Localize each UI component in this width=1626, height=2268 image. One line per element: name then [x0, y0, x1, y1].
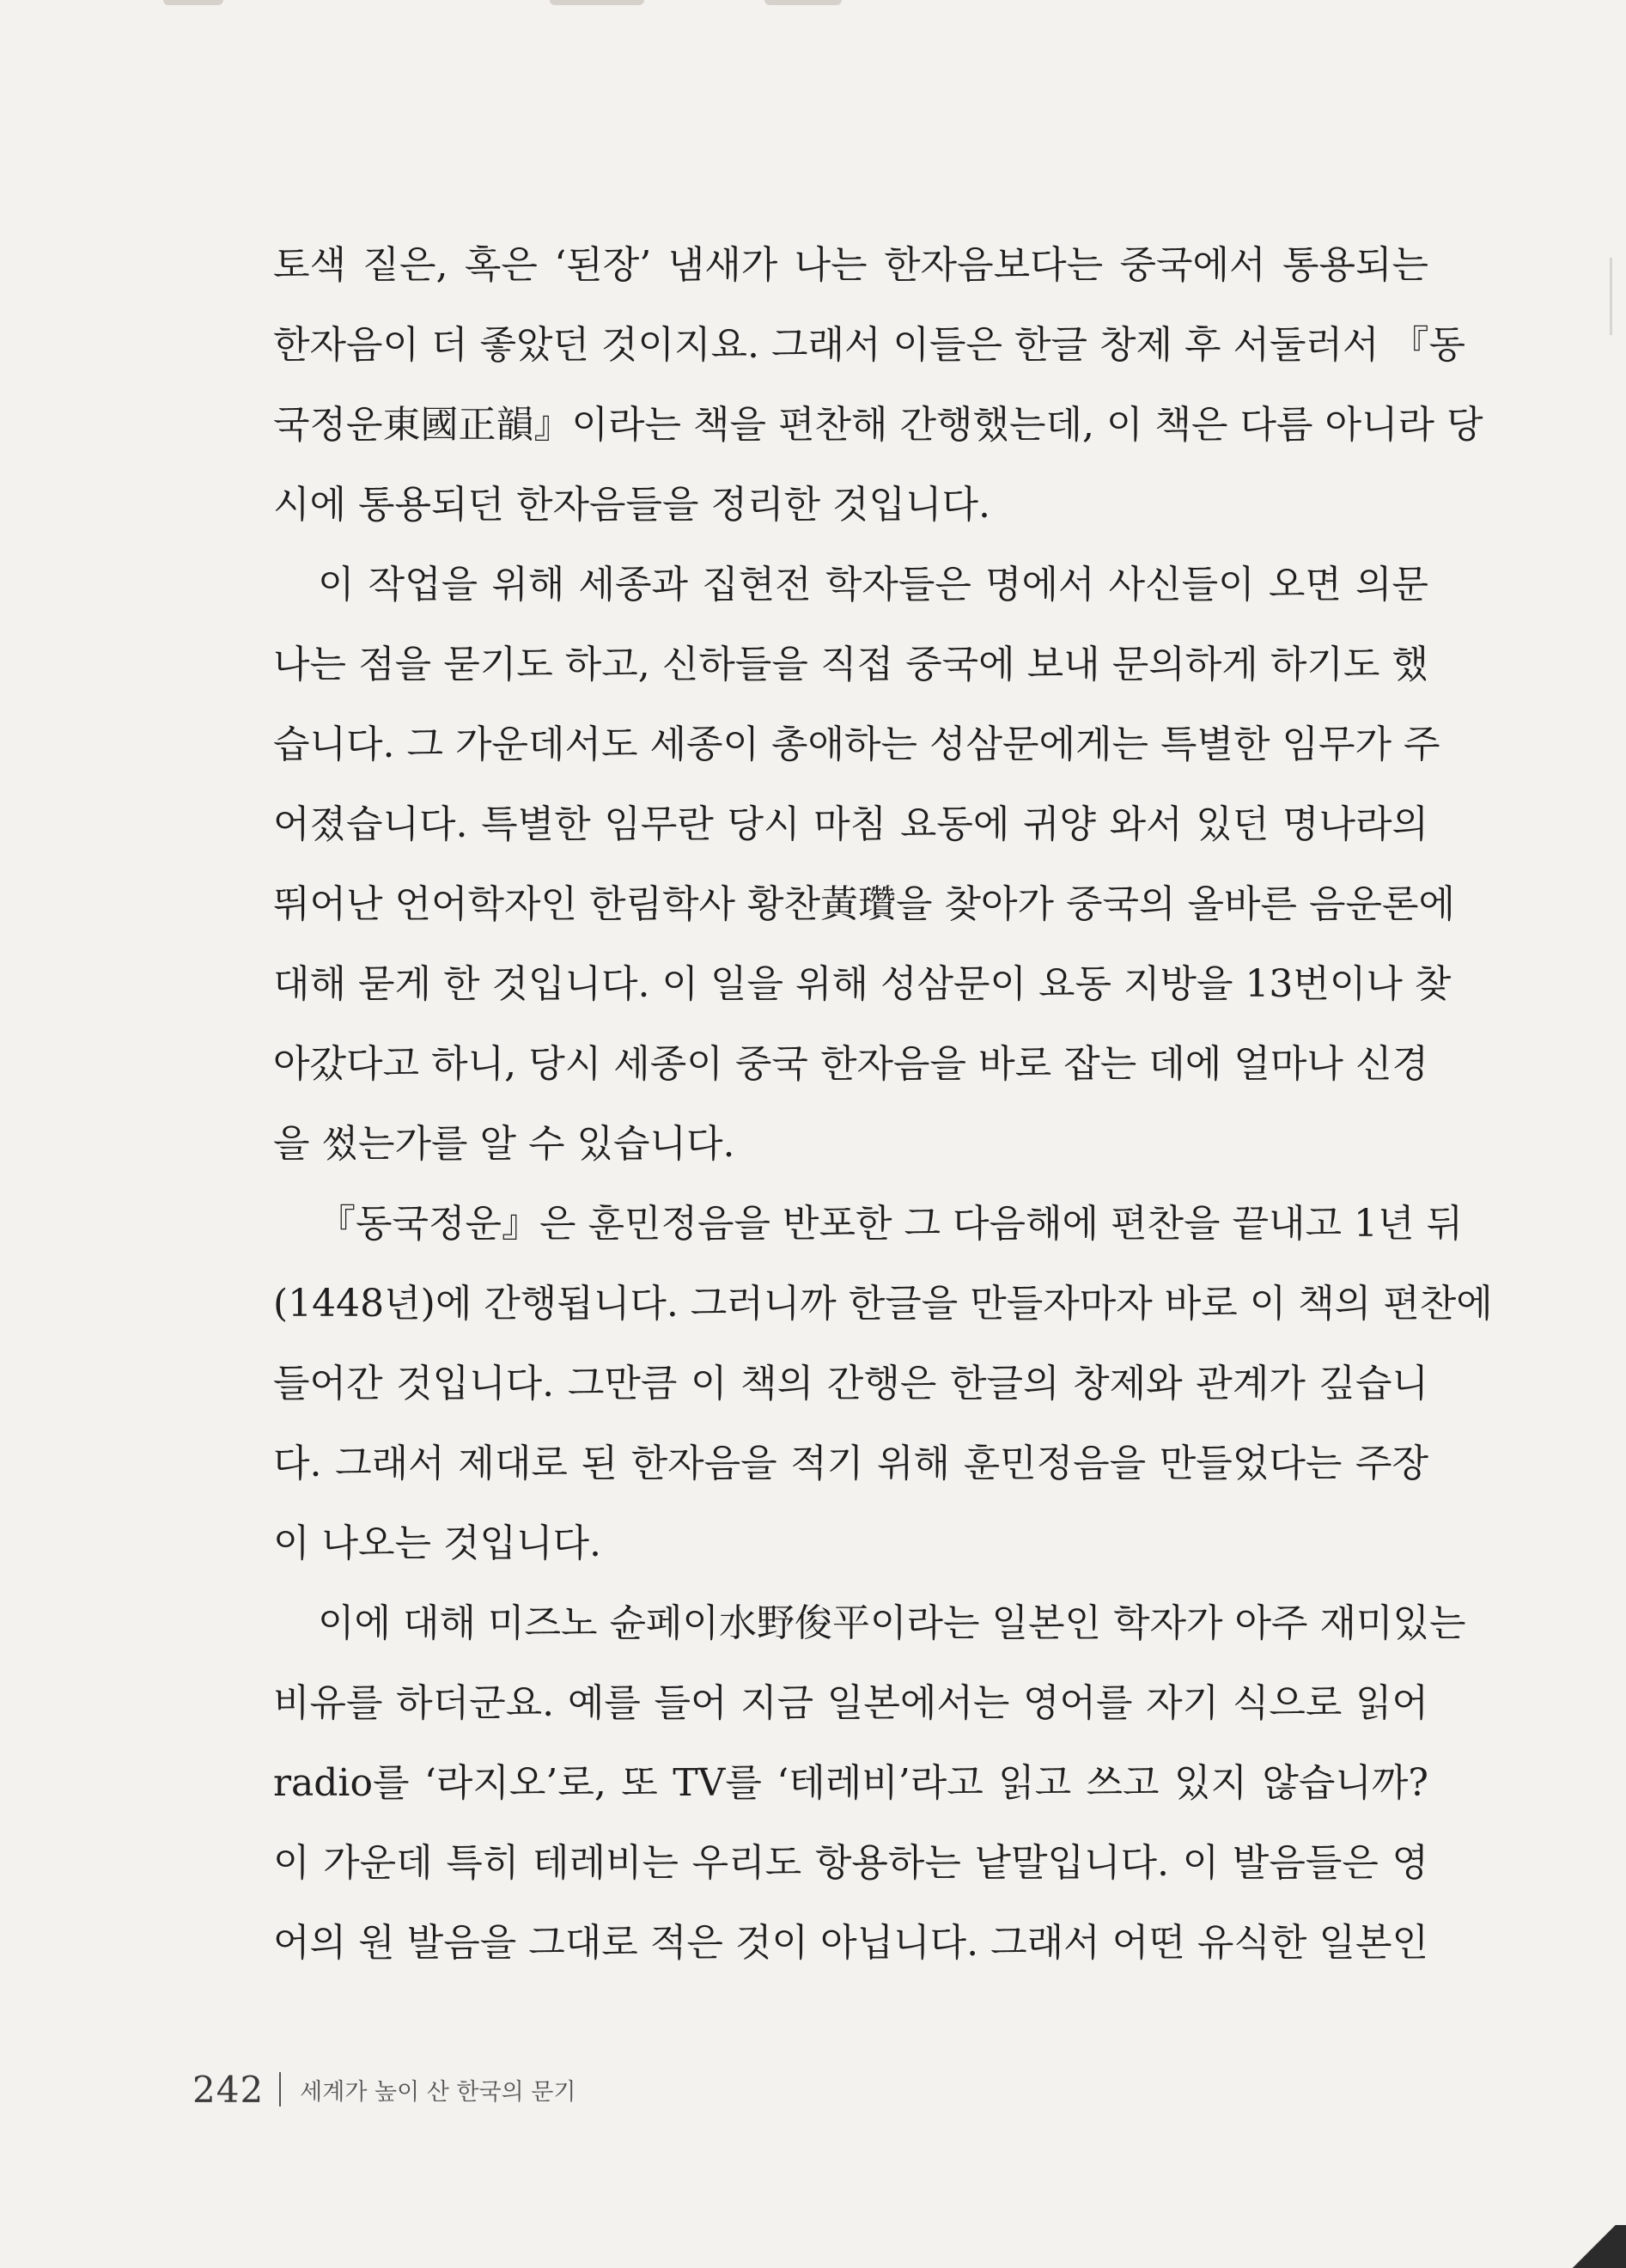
footer-divider — [279, 2072, 281, 2106]
text-line: 어의 원 발음을 그대로 적은 것이 아닙니다. 그래서 어떤 유식한 일본인 — [273, 1921, 1428, 1965]
scan-edge-mark — [1610, 258, 1612, 335]
text-line: 다. 그래서 제대로 된 한자음을 적기 위해 훈민정음을 만들었다는 주장 — [273, 1442, 1428, 1485]
text-line: 토색 짙은, 혹은 ‘된장’ 냄새가 나는 한자음보다는 중국에서 통용되는 — [273, 243, 1428, 287]
scan-mark-top-center — [550, 0, 644, 5]
text-line: 대해 묻게 한 것입니다. 이 일을 위해 성삼문이 요동 지방을 13번이나 찾 — [273, 962, 1452, 1006]
text-line: 이 작업을 위해 세종과 집현전 학자들은 명에서 사신들이 오면 의문 — [318, 563, 1428, 607]
text-line: 들어간 것입니다. 그만큼 이 책의 간행은 한글의 창제와 관계가 깊습니 — [273, 1362, 1428, 1405]
text-line: 『동국정운』은 훈민정음을 반포한 그 다음해에 편찬을 끝내고 1년 뒤 — [318, 1202, 1463, 1246]
text-line: 을 썼는가를 알 수 있습니다. — [273, 1122, 735, 1166]
text-line: 국정운東國正韻』이라는 책을 편찬해 간행했는데, 이 책은 다름 아니라 당 — [273, 403, 1483, 447]
scan-mark-top-right — [764, 0, 842, 5]
text-line: 비유를 하더군요. 예를 들어 지금 일본에서는 영어를 자기 식으로 읽어 — [273, 1681, 1428, 1725]
text-line: 이 나오는 것입니다. — [273, 1521, 601, 1565]
text-line: 아갔다고 하니, 당시 세종이 중국 한자음을 바로 잡는 데에 얼마나 신경 — [273, 1042, 1428, 1086]
page-number: 242 — [192, 2068, 265, 2111]
text-line: 뛰어난 언어학자인 한림학사 황찬黃瓚을 찾아가 중국의 올바른 음운론에 — [273, 882, 1456, 926]
text-line: 한자음이 더 좋았던 것이지요. 그래서 이들은 한글 창제 후 서둘러서 『동 — [273, 323, 1465, 367]
text-line: 나는 점을 묻기도 하고, 신하들을 직접 중국에 보내 문의하게 하기도 했 — [273, 643, 1428, 686]
text-line: 이 가운데 특히 테레비는 우리도 항용하는 낱말입니다. 이 발음들은 영 — [273, 1841, 1428, 1885]
running-title: 세계가 높이 산 한국의 문기 — [300, 2078, 576, 2106]
body-text — [273, 225, 1493, 1983]
text-line: 어졌습니다. 특별한 임무란 당시 마침 요동에 귀양 와서 있던 명나라의 — [273, 802, 1428, 846]
text-line: 시에 통용되던 한자음들을 정리한 것입니다. — [273, 483, 991, 527]
scan-corner-mark — [1549, 2225, 1626, 2268]
text-line: radio를 ‘라지오’로, 또 TV를 ‘테레비’라고 읽고 쓰고 있지 않습니까? — [273, 1761, 1428, 1805]
text-line: (1448년)에 간행됩니다. 그러니까 한글을 만들자마자 바로 이 책의 편찬에 — [273, 1282, 1493, 1326]
scan-mark-top-left — [163, 0, 223, 5]
text-line: 이에 대해 미즈노 슌페이水野俊平이라는 일본인 학자가 아주 재미있는 — [318, 1601, 1466, 1645]
page-footer — [192, 2064, 575, 2115]
text-line: 습니다. 그 가운데서도 세종이 총애하는 성삼문에게는 특별한 임무가 주 — [273, 722, 1440, 766]
